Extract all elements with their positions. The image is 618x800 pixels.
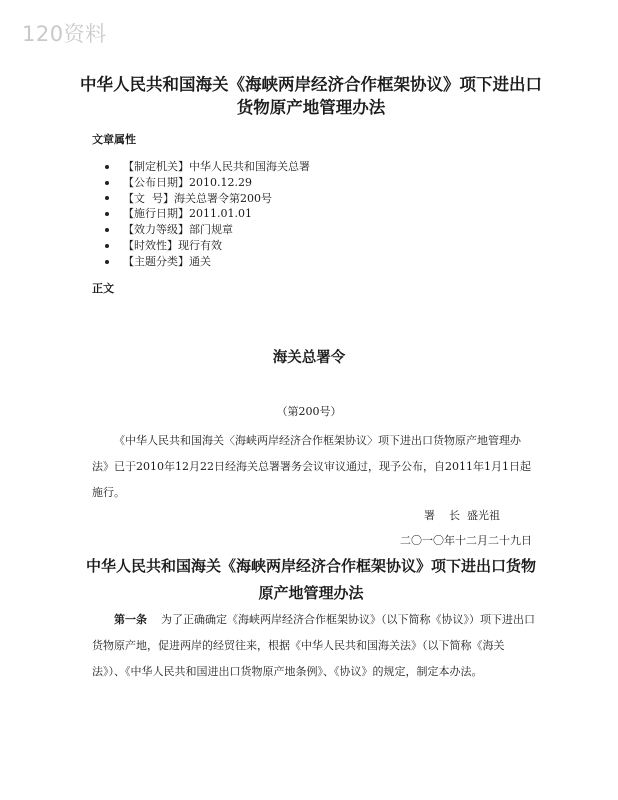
article-one-paragraph: [92, 607, 536, 685]
attribute-text: 【效力等级】部门规章: [123, 223, 233, 237]
attribute-item: [105, 191, 310, 207]
attribute-text: 【施行日期】2011.01.01: [123, 207, 252, 221]
body-heading: 正文: [92, 282, 114, 295]
bullet-icon: [105, 212, 109, 216]
bullet-icon: [105, 165, 109, 169]
attribute-item: [105, 159, 310, 175]
bullet-icon: [105, 260, 109, 264]
measure-title: 中华人民共和国海关《海峡两岸经济合作框架协议》项下进出口货物原产地管理办法: [85, 557, 536, 602]
attribute-item: [105, 222, 310, 238]
article-text: 为了正确确定《海峡两岸经济合作框架协议》（以下简称《协议》）项下进出口货物原产地，促进两岸的经贸往来，根据《中华人民共和国海关法》（以下简称《海关法》）、《中华人民共和国进出口货物原产地条例》、《协议》的规定，制定本办法。: [92, 613, 535, 678]
attribute-text: 【制定机关】中华人民共和国海关总署: [123, 160, 310, 173]
attribute-item: [105, 238, 310, 254]
attribute-item: [105, 175, 310, 191]
bullet-icon: [105, 228, 109, 232]
document-title: 中华人民共和国海关《海峡两岸经济合作框架协议》项下进出口货物原产地管理办法: [80, 75, 542, 117]
attribute-text: 【公布日期】2010.12.29: [123, 175, 252, 189]
order-title: 海关总署令: [272, 350, 346, 366]
watermark-text: 120资料: [22, 22, 107, 46]
signing-date: 二〇一〇年十二月二十九日: [400, 534, 532, 547]
attribute-text: 【时效性】现行有效: [123, 238, 222, 252]
bullet-icon: [105, 244, 109, 248]
attribute-text: 【文 号】海关总署令第200号: [123, 191, 272, 205]
attribute-item: [105, 206, 310, 222]
signer-line: 署 长 盛光祖: [424, 509, 500, 522]
attribute-item: [105, 254, 310, 270]
attributes-heading: 文章属性: [92, 133, 136, 146]
bullet-icon: [105, 196, 109, 200]
attribute-text: 【主题分类】通关: [123, 254, 211, 268]
article-label: 第一条: [114, 613, 147, 626]
attributes-list: [105, 159, 310, 270]
bullet-icon: [105, 181, 109, 185]
announcement-paragraph: 《中华人民共和国海关〈海峡两岸经济合作框架协议〉项下进出口货物原产地管理办法》已于2010年12月22日经海关总署署务会议审议通过，现予公布，自2011年1月1日起施行。: [92, 434, 531, 499]
order-number: （第200号）: [276, 405, 342, 418]
